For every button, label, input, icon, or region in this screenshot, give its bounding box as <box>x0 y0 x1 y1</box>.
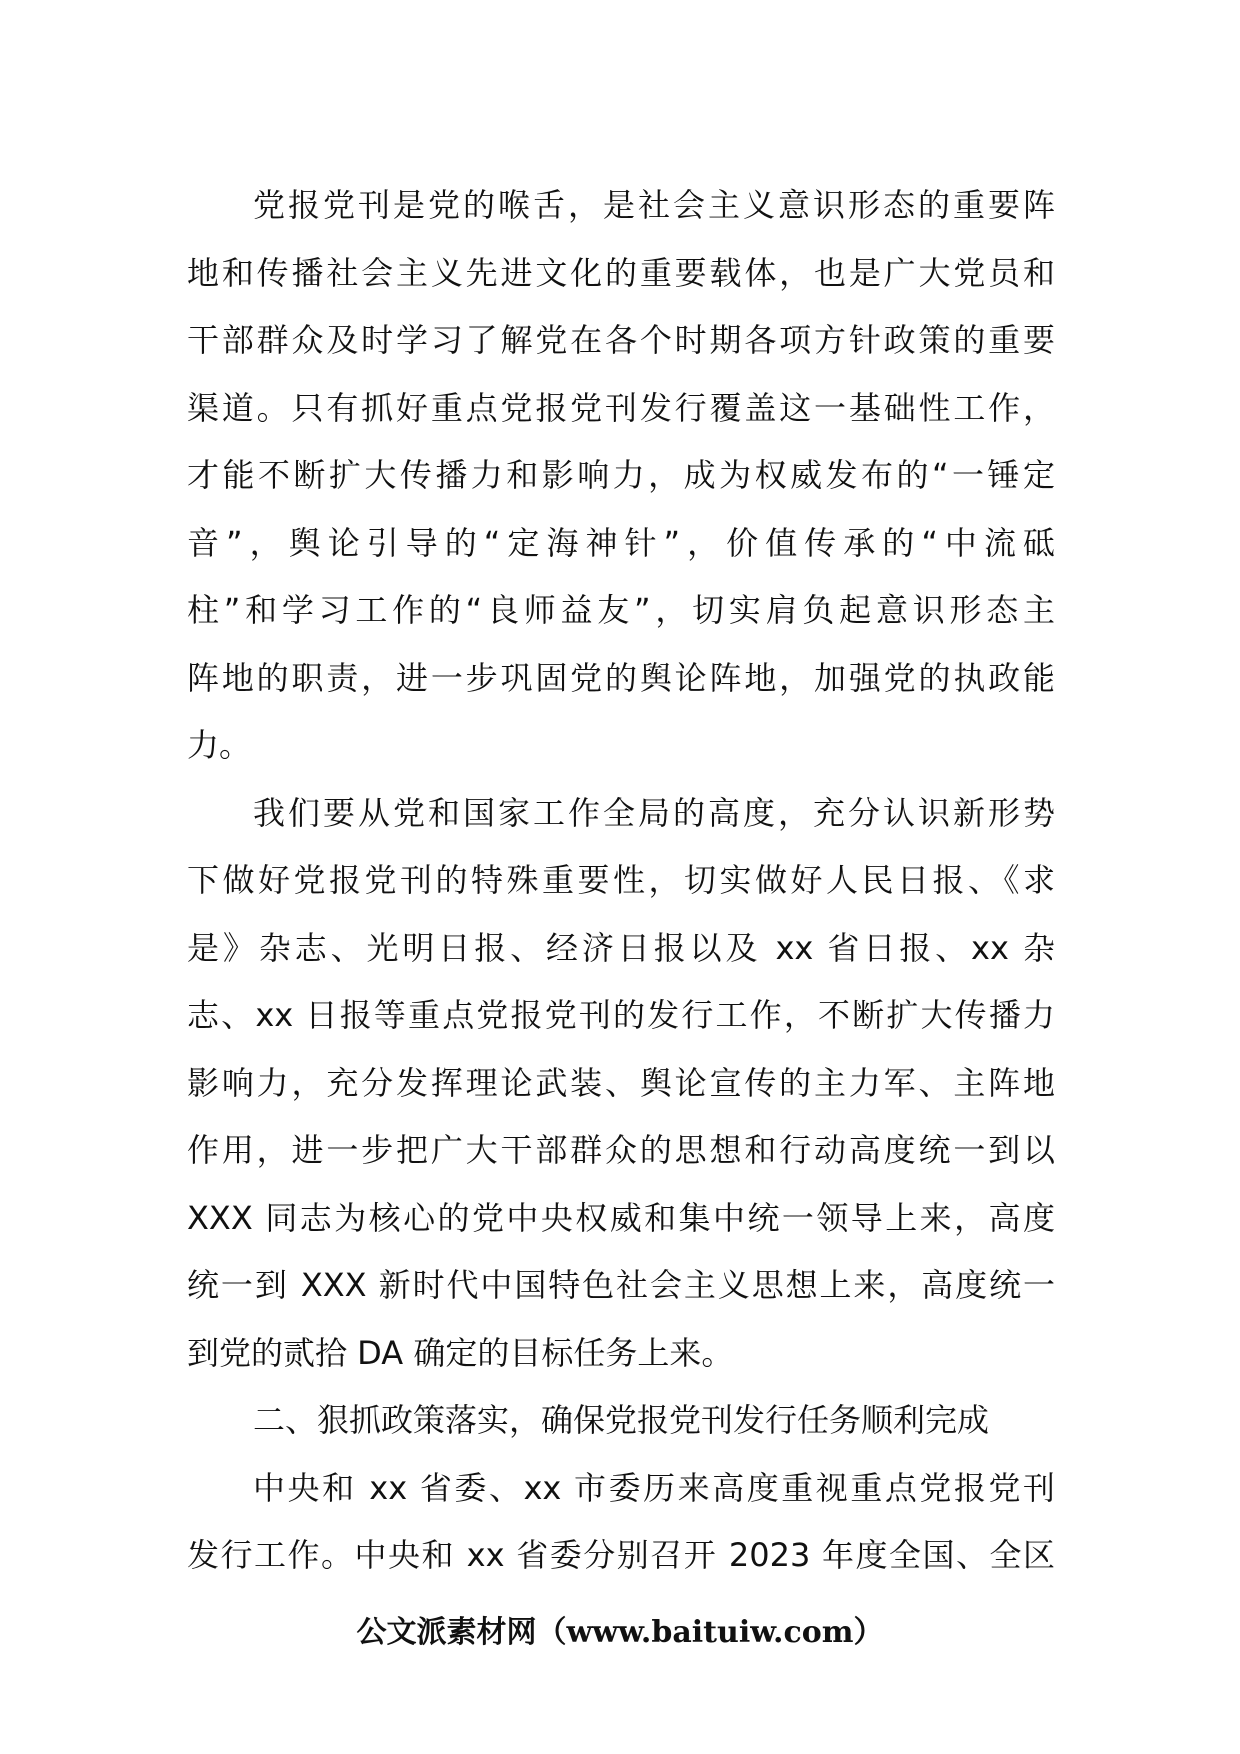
text-line: 地和传播社会主义先进文化的重要载体，也是广大党员和 <box>187 253 1055 292</box>
text-line: 是》杂志、光明日报、经济日报以及 xx 省日报、xx 杂 <box>187 928 1055 967</box>
text-line: 才能不断扩大传播力和影响力，成为权威发布的“一锤定 <box>187 456 1055 494</box>
text-line: 柱”和学习工作的“良师益友”，切实肩负起意识形态主 <box>187 591 1055 629</box>
text-line: 党报党刊是党的喉舌，是社会主义意识形态的重要阵 <box>253 186 1055 224</box>
text-line: 影响力，充分发挥理论武装、舆论宣传的主力军、主阵地 <box>187 1063 1055 1102</box>
text-line: 音”，舆论引导的“定海神针”，价值传承的“中流砥 <box>187 523 1055 562</box>
text-line: XXX 同志为核心的党中央权威和集中统一领导上来，高度 <box>187 1198 1055 1237</box>
text-line: 志、xx 日报等重点党报党刊的发行工作，不断扩大传播力 <box>187 996 1055 1034</box>
text-line: 下做好党报党刊的特殊重要性，切实做好人民日报、《求 <box>187 861 1055 899</box>
text-line: 阵地的职责，进一步巩固党的舆论阵地，加强党的执政能 <box>187 658 1055 697</box>
text-line: 干部群众及时学习了解党在各个时期各项方针政策的重要 <box>187 321 1055 359</box>
text-line: 到党的贰拾 DA 确定的目标任务上来。 <box>187 1333 734 1372</box>
section-heading: 二、狠抓政策落实，确保党报党刊发行任务顺利完成 <box>253 1401 990 1439</box>
text-line: 我们要从党和国家工作全局的高度，充分认识新形势 <box>253 793 1055 832</box>
text-line: 作用，进一步把广大干部群众的思想和行动高度统一到以 <box>187 1131 1055 1169</box>
text-line: 力。 <box>187 726 252 764</box>
text-line: 统一到 XXX 新时代中国特色社会主义思想上来，高度统一 <box>187 1266 1055 1304</box>
text-line: 发行工作。中央和 xx 省委分别召开 2023 年度全国、全区 <box>187 1536 1055 1574</box>
footer-watermark: 公文派素材网（www.baituiw.com） <box>356 1615 884 1650</box>
text-line: 中央和 xx 省委、xx 市委历来高度重视重点党报党刊 <box>253 1468 1055 1507</box>
text-line: 渠道。只有抓好重点党报党刊发行覆盖这一基础性工作， <box>187 388 1055 427</box>
document-body <box>187 172 1055 1590</box>
